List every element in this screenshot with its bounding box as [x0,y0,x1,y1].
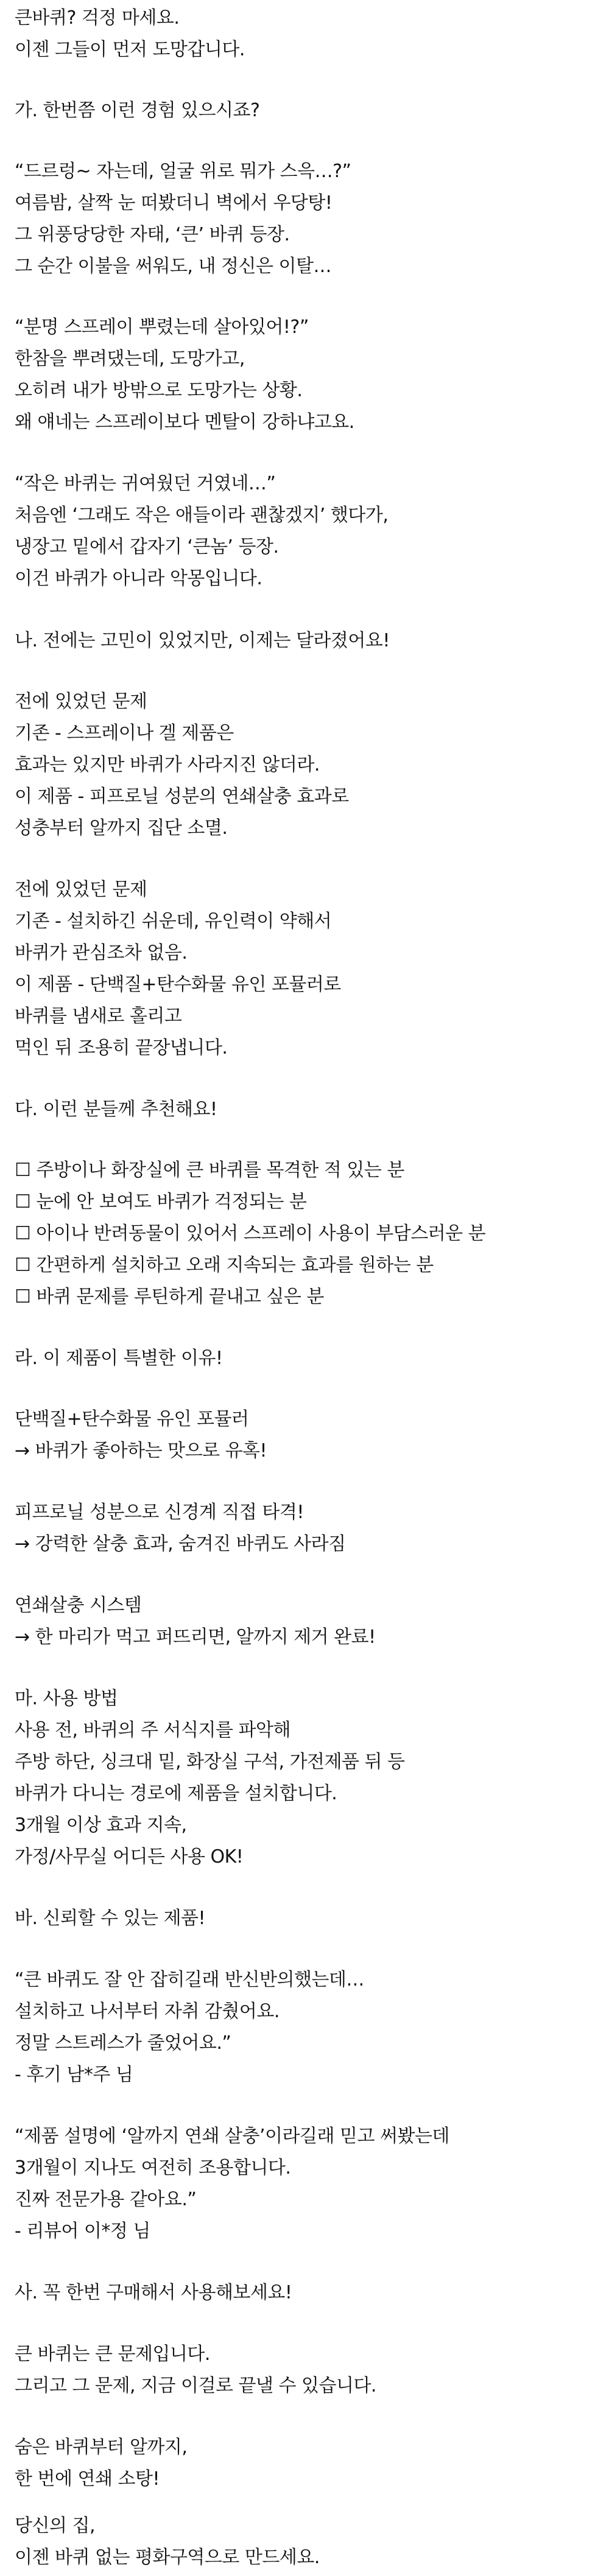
review-quote-line: 설치하고 나서부터 자취 감췄어요. [15,2001,280,2022]
paragraph-line: 이 제품 - 피프로닐 성분의 연쇄살충 효과로 [15,786,349,807]
review-author: - 리뷰어 이*정 님 [15,2221,150,2242]
paragraph-line: 숨은 바퀴부터 알까지, [15,2437,188,2458]
section-heading-ma: 마. 사용 방법 [15,1688,118,1709]
paragraph-line: 이 제품 - 단백질+탄수화물 유인 포뮬러로 [15,974,341,995]
paragraph-line: 기존 - 스프레이나 겔 제품은 [15,723,234,744]
review-quote-line: 정말 스트레스가 줄었어요.” [15,2032,231,2054]
paragraph-line: 가정/사무실 어디든 사용 OK! [15,1846,244,1867]
paragraph-line: 왜 얘네는 스프레이보다 멘탈이 강하냐고요. [15,411,354,433]
paragraph-line: 성충부터 알까지 집단 소멸. [15,817,228,839]
checklist-item: ☐ 간편하게 설치하고 오래 지속되는 효과를 원하는 분 [15,1255,434,1276]
paragraph-line: “작은 바퀴는 귀여웠던 거였네…” [15,473,276,494]
paragraph-line: 주방 하단, 싱크대 밑, 화장실 구석, 가전제품 뒤 등 [15,1751,405,1773]
paragraph-line: “드르렁~ 자는데, 얼굴 위로 뭐가 스윽…?” [15,161,351,182]
headline-line-1: 큰바퀴? 걱정 마세요. [15,7,180,29]
paragraph-line: 그리고 그 문제, 지금 이걸로 끝낼 수 있습니다. [15,2375,376,2396]
paragraph-line: 그 순간 이불을 써워도, 내 정신은 이탈… [15,256,331,277]
section-heading-ga: 가. 한번쯤 이런 경험 있으시죠? [15,100,260,121]
paragraph-line: “분명 스프레이 뿌렸는데 살아있어!?” [15,317,309,338]
paragraph-line: 전에 있었던 문제 [15,879,147,900]
section-heading-da: 다. 이런 분들께 추천해요! [15,1099,217,1120]
closing-line: 당신의 집, [15,2515,95,2536]
paragraph-line: 먹인 뒤 조용히 끝장냅니다. [15,1037,228,1059]
paragraph-line: 사용 전, 바퀴의 주 서식지를 파악해 [15,1720,290,1741]
paragraph-line: 바퀴를 냄새로 홀리고 [15,1006,182,1027]
paragraph-line: 처음엔 ‘그래도 작은 애들이라 괜찮겠지’ 했다가, [15,505,389,526]
paragraph-line: → 강력한 살충 효과, 숨겨진 바퀴도 사라짐 [15,1533,346,1555]
paragraph-line: 한 번에 연쇄 소탕! [15,2468,160,2490]
paragraph-line: → 바퀴가 좋아하는 맛으로 유혹! [15,1440,267,1461]
paragraph-line: 피프로닐 성분으로 신경계 직접 타격! [15,1502,304,1523]
paragraph-line: 기존 - 설치하긴 쉬운데, 유인력이 약해서 [15,911,332,932]
section-heading-ba: 바. 신뢰할 수 있는 제품! [15,1908,206,1929]
checklist-item: ☐ 바퀴 문제를 루틴하게 끝내고 싶은 분 [15,1286,324,1307]
headline-line-2: 이젠 그들이 먼저 도망갑니다. [15,39,245,60]
section-heading-na: 나. 전에는 고민이 있었지만, 이제는 달라졌어요! [15,630,390,651]
paragraph-line: 단백질+탄수화물 유인 포뮬러 [15,1409,249,1430]
closing-line: 이젠 바퀴 없는 평화구역으로 만드세요. [15,2547,320,2568]
review-quote-line: 3개월이 지나도 여전히 조용합니다. [15,2157,291,2179]
paragraph-line: 냉장고 밑에서 갑자기 ‘큰놈’ 등장. [15,536,279,558]
checklist-item: ☐ 아이나 반려동물이 있어서 스프레이 사용이 부담스러운 분 [15,1223,486,1244]
section-heading-sa: 사. 꼭 한번 구매해서 사용해보세요! [15,2282,292,2303]
paragraph-line: 한참을 뿌려댔는데, 도망가고, [15,348,245,369]
review-quote-line: “큰 바퀴도 잘 안 잡히길래 반신반의했는데… [15,1969,364,1990]
paragraph-line: 이건 바퀴가 아니라 악몽입니다. [15,568,262,589]
paragraph-line: 전에 있었던 문제 [15,691,147,712]
paragraph-line: 여름밤, 살짝 눈 떠봤더니 벽에서 우당탕! [15,192,333,214]
paragraph-line: 그 위풍당당한 자태, ‘큰’ 바퀴 등장. [15,224,290,245]
paragraph-line: 바퀴가 다니는 경로에 제품을 설치합니다. [15,1783,337,1804]
review-quote-line: “제품 설명에 ‘알까지 연쇄 살충’이라길래 믿고 써봤는데 [15,2126,449,2147]
paragraph-line: 3개월 이상 효과 지속, [15,1815,187,1836]
paragraph-line: 바퀴가 관심조차 없음. [15,942,188,964]
paragraph-line: 효과는 있지만 바퀴가 사라지진 않더라. [15,754,320,775]
paragraph-line: → 한 마리가 먹고 퍼뜨리면, 알까지 제거 완료! [15,1626,376,1648]
review-quote-line: 진짜 전문가용 같아요.” [15,2189,197,2210]
paragraph-line: 큰 바퀴는 큰 문제입니다. [15,2343,210,2365]
paragraph-line: 오히려 내가 방밖으로 도망가는 상황. [15,380,303,401]
checklist-item: ☐ 눈에 안 보여도 바퀴가 걱정되는 분 [15,1191,307,1213]
section-heading-ra: 라. 이 제품이 특별한 이유! [15,1348,223,1369]
review-author: - 후기 남*주 님 [15,2064,133,2085]
paragraph-line: 연쇄살충 시스템 [15,1595,142,1616]
checklist-item: ☐ 주방이나 화장실에 큰 바퀴를 목격한 적 있는 분 [15,1160,404,1181]
